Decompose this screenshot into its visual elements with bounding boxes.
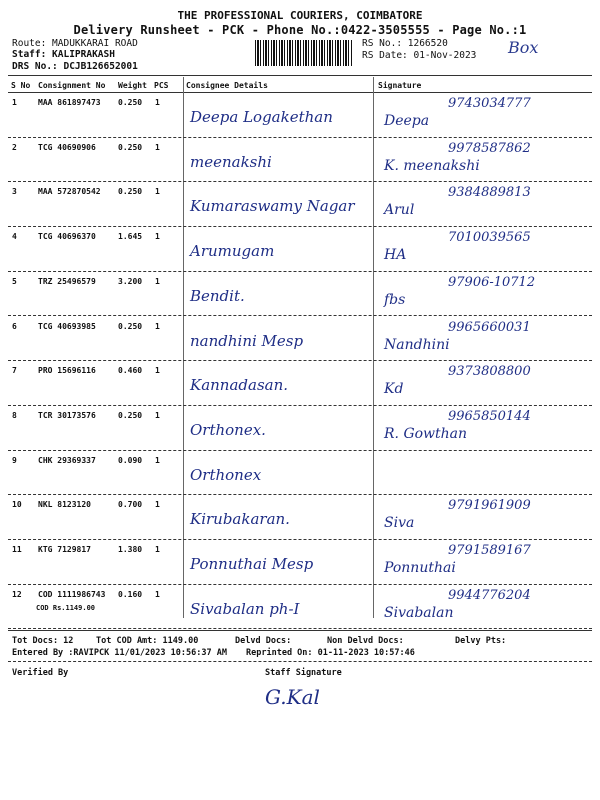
consignment-number: MAA 861897473 [38,98,101,107]
consignment-number: COD 1111986743 [38,589,106,599]
consignee-handwritten: Kumaraswamy Nagar [190,197,355,216]
consignment-number: KTG 7129817 [38,545,91,554]
signature-phone: 9965850144 [448,408,531,424]
signature-phone: 9384889813 [448,185,531,201]
delivered-docs: Delvd Docs: [235,636,292,646]
table-row [0,139,600,184]
consignee-handwritten: Orthonex [190,465,262,484]
consignment-number: TCG 40690906 [38,142,96,152]
weight: 0.250 [118,410,143,420]
staff-label: Staff: KALIPRAKASH [12,49,115,60]
weight: 0.700 [118,500,143,510]
serial-number: 2 [12,142,17,152]
signature-name: K. meenakshi [384,157,480,174]
consignment-number: PRO 15696116 [38,366,96,376]
consignment-number: TCR 30173576 [38,410,96,420]
consignee-handwritten: Bendit. [190,286,245,305]
consignee-handwritten: Arumugam [190,242,275,261]
table-row [0,541,600,586]
signature-name: Kd [384,381,404,398]
handwritten-box-note: Box [508,38,539,57]
table-row [0,318,600,363]
barcode [255,40,353,66]
row-divider [8,539,592,540]
staff-handwritten-signature: G.Kal [265,685,320,709]
table-row [0,183,600,228]
rs-number: RS No.: 1266520 [362,38,448,49]
signature-name: Nandhini [384,336,450,353]
rs-date: RS Date: 01-Nov-2023 [362,50,477,61]
consignee-handwritten: Deepa Logakethan [190,108,333,126]
serial-number: 1 [12,98,17,107]
non-delivered-docs: Non Delvd Docs: [327,636,404,646]
signature-phone: 7010039565 [448,230,531,246]
footer-rule [8,661,592,662]
table-row [0,228,600,273]
route-label: Route: MADUKKARAI ROAD [12,38,138,49]
row-divider [8,137,592,138]
signature-name: Ponnuthai [384,560,456,576]
signature-phone: 9978587862 [448,140,531,156]
table-end-rule [8,630,592,631]
pieces: 1 [155,187,160,197]
serial-number: 3 [12,187,17,197]
serial-number: 10 [12,500,22,510]
col-signature: Signature [378,81,422,90]
weight: 0.250 [118,321,143,331]
consignee-handwritten: Ponnuthai Mesp [190,555,314,573]
consignee-handwritten: Kannadasan. [190,376,289,395]
pieces: 1 [155,500,160,510]
signature-name: fbs [384,291,406,308]
serial-number: 11 [12,545,22,554]
weight: 1.645 [118,232,143,242]
consignment-number: TCG 40693985 [38,321,96,331]
pieces: 1 [155,232,160,242]
consignment-number: NKL 8123120 [38,500,91,510]
pieces: 1 [155,410,160,420]
consignee-handwritten: Kirubakaran. [190,510,290,529]
table-row [0,586,600,631]
pieces: 1 [155,321,160,331]
weight: 0.250 [118,142,143,152]
serial-number: 6 [12,321,17,331]
drs-number: DRS No.: DCJB126652001 [12,61,138,72]
weight: 0.250 [118,187,143,197]
serial-number: 8 [12,410,17,420]
company-name: THE PROFESSIONAL COURIERS, COIMBATORE [177,9,423,22]
col-pcs: PCS [154,81,169,90]
signature-phone: 9791961909 [448,498,531,514]
signature-name: Deepa [384,113,430,129]
pieces: 1 [155,455,160,465]
col-consignment: Consignment No [38,81,106,90]
row-divider [8,315,592,316]
table-row [0,273,600,318]
total-docs: Tot Docs: 12 [12,636,74,646]
consignment-number: CHK 29369337 [38,455,96,465]
signature-name: Arul [384,202,415,219]
header-rule [8,75,592,76]
col-consignee: Consignee Details [186,81,268,90]
signature-name: R. Gowthan [384,425,468,442]
serial-number: 9 [12,455,17,465]
pieces: 1 [155,545,160,554]
signature-phone: 9791589167 [448,543,531,558]
pieces: 1 [155,142,160,152]
table-row [0,496,600,541]
column-header-rule [8,92,592,93]
signature-phone: 97906-10712 [448,274,536,290]
staff-signature-label: Staff Signature [265,668,342,678]
pieces: 1 [155,589,160,599]
pieces: 1 [155,98,160,107]
consignee-handwritten: nandhini Mesp [190,331,304,350]
signature-name: Sivabalan [384,604,454,621]
col-sno: S No [11,81,31,90]
consignee-handwritten: meenakshi [190,152,272,171]
signature-name: Siva [384,515,415,532]
row-divider [8,271,592,272]
col-weight: Weight [118,81,147,90]
table-row [0,362,600,407]
weight: 1.380 [118,545,143,554]
table-row [0,94,600,139]
entered-by: Entered By :RAVIPCK 11/01/2023 10:56:37 AM [12,648,227,658]
row-divider [8,494,592,495]
row-divider [8,405,592,406]
row-divider [8,450,592,451]
weight: 0.160 [118,589,143,599]
cod-amount-note: COD Rs.1149.00 [36,603,96,612]
pieces: 1 [155,366,160,376]
weight: 0.250 [118,98,143,107]
table-row [0,452,600,497]
row-divider [8,584,592,585]
row-divider [8,360,592,361]
reprinted-on: Reprinted On: 01-11-2023 10:57:46 [246,648,415,658]
signature-phone: 9373808800 [448,364,531,380]
serial-number: 4 [12,232,17,242]
table-row [0,407,600,452]
serial-number: 12 [12,589,22,599]
weight: 3.200 [118,276,143,286]
signature-phone: 9965660031 [448,319,531,335]
consignee-handwritten: Orthonex. [190,420,266,439]
weight: 0.460 [118,366,143,376]
total-cod: Tot COD Amt: 1149.00 [96,636,199,646]
verified-by-label: Verified By [12,668,69,678]
weight: 0.090 [118,455,143,465]
serial-number: 7 [12,366,17,376]
consignment-number: TRZ 25496579 [38,276,96,286]
signature-phone: 9743034777 [448,96,531,111]
consignment-number: TCG 40696370 [38,232,96,242]
pieces: 1 [155,276,160,286]
consignee-handwritten: Sivabalan ph-I [190,599,300,618]
serial-number: 5 [12,276,17,286]
signature-phone: 9944776204 [448,587,531,603]
signature-name: HA [384,247,407,264]
consignment-number: MAA 572870542 [38,187,101,197]
delivery-points: Delvy Pts: [455,636,507,646]
row-divider [8,181,592,182]
document-title: Delivery Runsheet - PCK - Phone No.:0422-3505555 - Page No.:1 [73,23,527,37]
row-divider [8,226,592,227]
